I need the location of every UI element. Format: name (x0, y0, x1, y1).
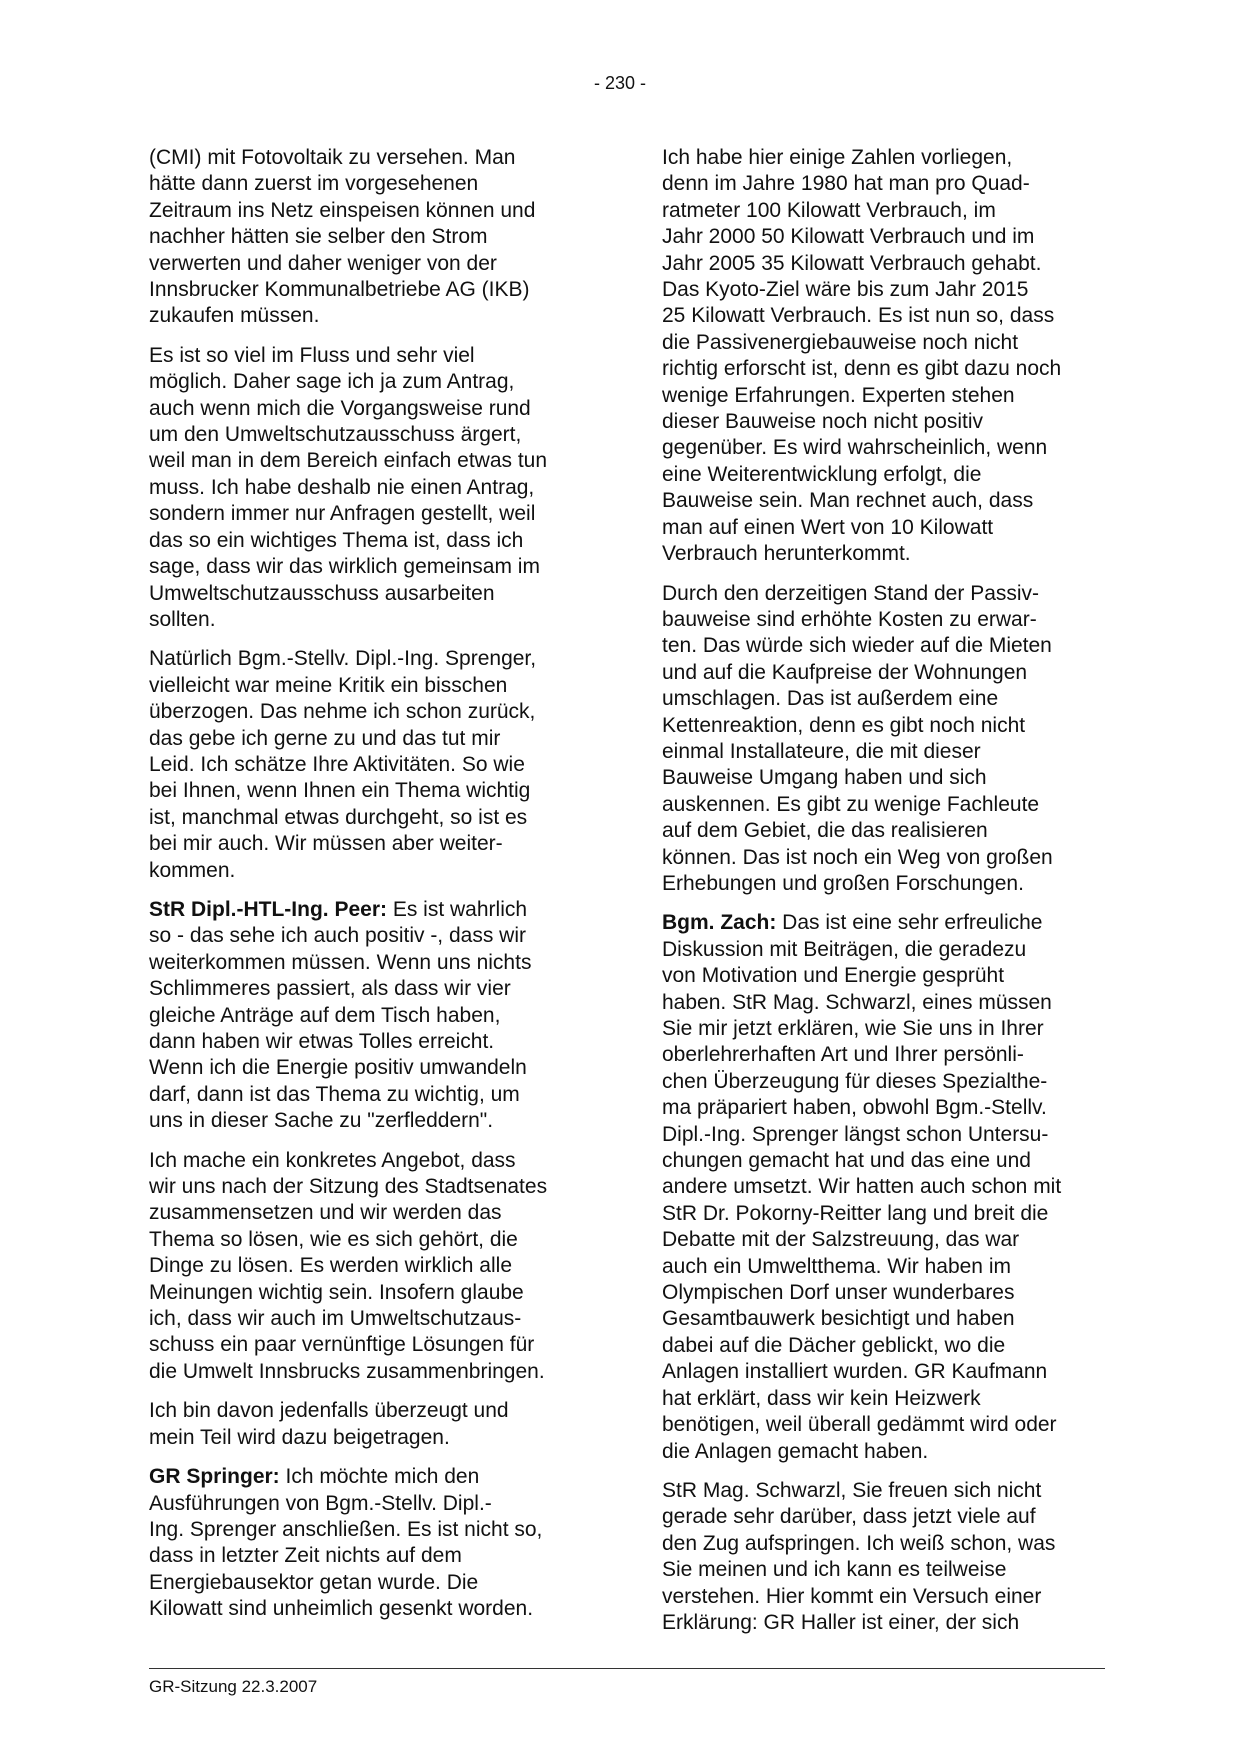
paragraph (662, 1478, 1107, 1636)
paragraph (662, 581, 1107, 898)
paragraph-text: StR Mag. Schwarzl, Sie freuen sich nicht gerade sehr darüber, dass jetzt viele auf den Zug aufspringen. Ich weiß schon, was Sie meinen und ich kann es teilweise verstehen. Hier kommt ein Versuch einer Erklärung: GR Haller ist einer, der sich (662, 1478, 1056, 1634)
paragraph (149, 646, 589, 884)
paragraph-text: Ich habe hier einige Zahlen vorliegen, denn im Jahre 1980 hat man pro Quad- ratmeter 100 Kilowatt Verbrauch, im Jahr 2000 50 Kilowatt Verbrauch und im Jahr 2005 35 Kilowatt Verbrauch gehabt. Das Kyoto-Ziel wäre bis zum Jahr 2015 25 Kilowatt Verbrauch. Es ist nun so, dass die Passivenergiebauweise noch nicht richtig erforscht ist, denn es gibt dazu noch wenige Erfahrungen. Experten stehen dieser Bauweise noch nicht positiv gegenüber. Es wird wahrscheinlich, wenn eine Weiterentwicklung erfolgt, die Bauweise sein. Man rechnet auch, dass man auf einen Wert von 10 Kilowatt Verbrauch herunterkommt. (662, 146, 1062, 566)
speaker-name: Bgm. Zach: (662, 911, 777, 935)
paragraph-text: Ich bin davon jedenfalls überzeugt und mein Teil wird dazu beigetragen. (149, 1399, 509, 1449)
paragraph-text: Ich möchte mich den Ausführungen von Bgm.-Stellv. Dipl.- Ing. Sprenger anschließen. Es ist nicht so, dass in letzter Zeit nichts auf dem Energiebausektor getan wurde. Die Kilowatt sind unheimlich gesenkt worden. (149, 1465, 543, 1621)
paragraph (149, 343, 589, 633)
left-column (149, 145, 589, 1636)
paragraph-text: Ich mache ein konkretes Angebot, dass wir uns nach der Sitzung des Stadtsenates zusammensetzen und wir werden das Thema so lösen, wie es sich gehört, die Dinge zu lösen. Es werden wirklich alle Meinungen wichtig sein. Insofern glaube ich, dass wir auch im Umweltschutzaus- schuss ein paar vernünftige Lösungen für die Umwelt Innsbrucks zusammenbringen. (149, 1148, 548, 1383)
paragraph (149, 897, 589, 1135)
footer-text: GR-Sitzung 22.3.2007 (149, 1677, 318, 1696)
paragraph-text: Es ist so viel im Fluss und sehr viel möglich. Daher sage ich ja zum Antrag, auch wenn mich die Vorgangsweise rund um den Umweltschutzausschuss ärgert, weil man in dem Bereich einfach etwas tun muss. Ich habe deshalb nie einen Antrag, sondern immer nur Anfragen gestellt, weil das so ein wichtiges Thema ist, dass ich sage, dass wir das wirklich gemeinsam im Umweltschutzausschuss ausarbeiten sollten. (149, 343, 548, 631)
footer-divider (149, 1668, 1105, 1669)
paragraph (149, 1398, 589, 1451)
paragraph (149, 1148, 589, 1386)
right-column (662, 145, 1107, 1649)
paragraph (662, 910, 1107, 1465)
paragraph-text: (CMI) mit Fotovoltaik zu versehen. Man hätte dann zuerst im vorgesehenen Zeitraum ins Netz einspeisen können und nachher hätten sie selber den Strom verwerten und daher weniger von der Innsbrucker Kommunalbetriebe AG (IKB) zukaufen müssen. (149, 146, 536, 328)
speaker-name: StR Dipl.-HTL-Ing. Peer: (149, 897, 387, 921)
paragraph-text: Durch den derzeitigen Stand der Passiv- bauweise sind erhöhte Kosten zu erwar- ten. Das würde sich wieder auf die Mieten und auf die Kaufpreise der Wohnungen umschlagen. Das ist außerdem eine Kettenreaktion, denn es gibt noch nicht einmal Installateure, die mit dieser Bauweise Umgang haben und sich auskennen. Es gibt zu wenige Fachleute auf dem Gebiet, die das realisieren können. Das ist noch ein Weg von großen Erhebungen und großen Forschungen. (662, 581, 1053, 895)
paragraph (149, 1464, 589, 1622)
paragraph-text: Es ist wahrlich so - das sehe ich auch positiv -, dass wir weiterkommen müssen. Wenn uns nichts Schlimmeres passiert, als dass wir vier gleiche Anträge auf dem Tisch haben, dann haben wir etwas Tolles erreicht. Wenn ich die Energie positiv umwandeln darf, dann ist das Thema zu wichtig, um uns in dieser Sache zu "zerfleddern". (149, 897, 532, 1133)
paragraph (149, 145, 589, 330)
paragraph-text: Natürlich Bgm.-Stellv. Dipl.-Ing. Sprenger, vielleicht war meine Kritik ein bisschen überzogen. Das nehme ich schon zurück, das gebe ich gerne zu und das tut mir Leid. Ich schätze Ihre Aktivitäten. So wie bei Ihnen, wenn Ihnen ein Thema wichtig ist, manchmal etwas durchgeht, so ist es bei mir auch. Wir müssen aber weiter- kommen. (149, 647, 537, 882)
paragraph (662, 145, 1107, 568)
page-number: - 230 - (593, 73, 647, 93)
paragraph-text: Das ist eine sehr erfreuliche Diskussion mit Beiträgen, die geradezu von Motivation und Energie gesprüht haben. StR Mag. Schwarzl, eines müssen Sie mir jetzt erklären, wie Sie uns in Ihrer oberlehrerhaften Art und Ihrer persönli- chen Überzeugung für dieses Spezialthe- ma präpariert haben, obwohl Bgm.-Stellv. Dipl.-Ing. Sprenger längst schon Untersu- chungen gemacht hat und das eine und andere umsetzt. Wir hatten auch schon mit StR Dr. Pokorny-Reitter lang und breit die Debatte mit der Salzstreuung, das war auch ein Umweltthema. Wir haben im Olympischen Dorf unser wunderbares Gesamtbauwerk besichtigt und haben dabei auf die Dächer geblickt, wo die Anlagen installiert wurden. GR Kaufmann hat erklärt, dass wir kein Heizwerk benötigen, weil überall gedämmt wird oder die Anlagen gemacht haben. (662, 911, 1062, 1463)
speaker-name: GR Springer: (149, 1465, 280, 1489)
